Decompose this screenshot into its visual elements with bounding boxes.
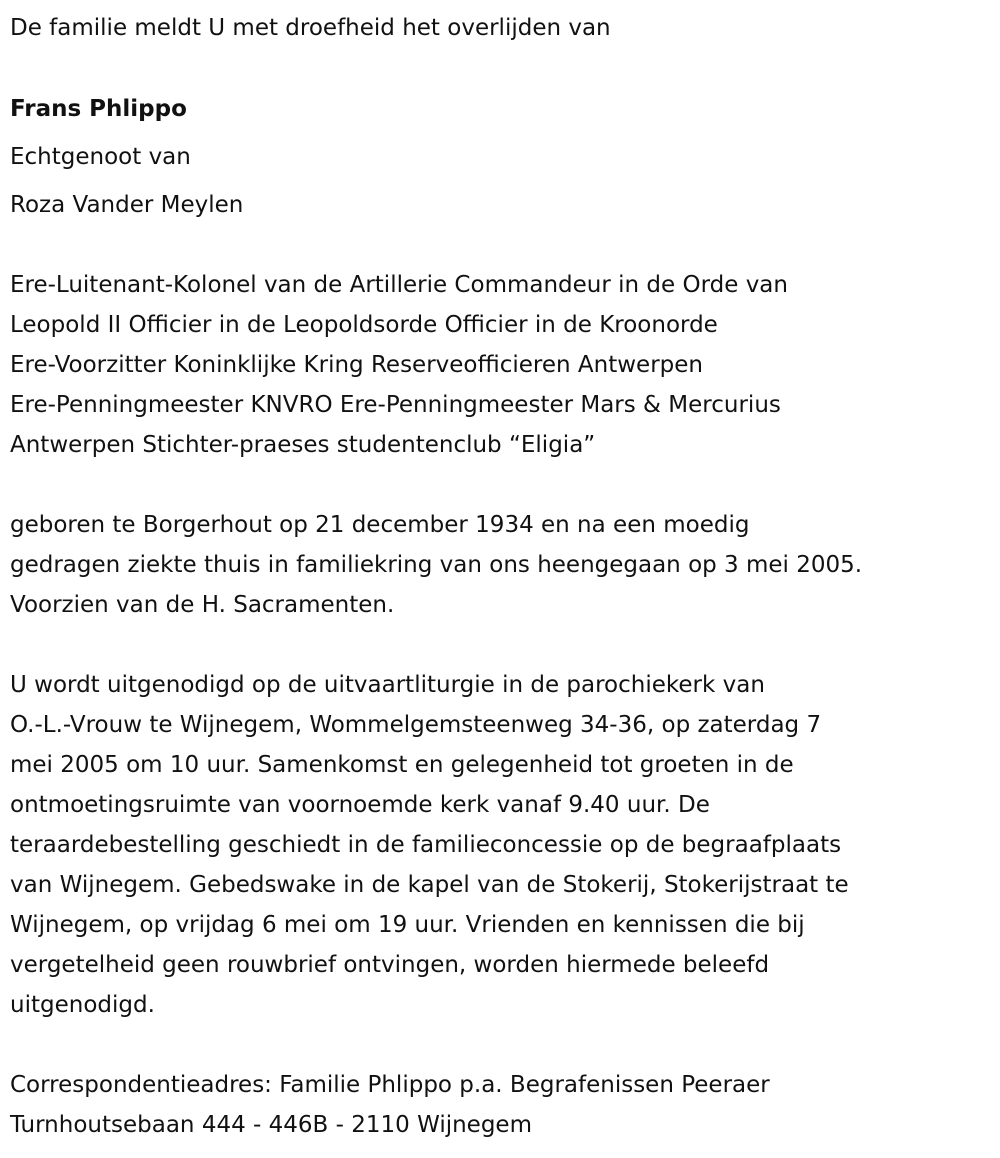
deceased-name: Frans Phlippo bbox=[10, 96, 187, 122]
text-line: geboren te Borgerhout op 21 december 1934 en na een moedig bbox=[10, 512, 750, 538]
text-line: teraardebestelling geschiedt in de familieconcessie op de begraafplaats bbox=[10, 832, 842, 858]
text-line: ontmoetingsruimte van voornoemde kerk vanaf 9.40 uur. De bbox=[10, 792, 710, 818]
text-line: uitgenodigd. bbox=[10, 992, 155, 1018]
intro-text: De familie meldt U met droefheid het overlijden van bbox=[10, 15, 611, 41]
text-line: U wordt uitgenodigd op de uitvaartliturgie in de parochiekerk van bbox=[10, 672, 765, 698]
correspondence-paragraph bbox=[10, 1065, 1000, 1145]
spouse-label: Echtgenoot van bbox=[10, 144, 191, 170]
text-line: Voorzien van de H. Sacramenten. bbox=[10, 592, 395, 618]
funeral-paragraph bbox=[10, 665, 1000, 1025]
text-line: van Wijnegem. Gebedswake in de kapel van de Stokerij, Stokerijstraat te bbox=[10, 872, 849, 898]
birth-death-paragraph bbox=[10, 505, 1000, 625]
titles-paragraph bbox=[10, 265, 1000, 465]
text-line: mei 2005 om 10 uur. Samenkomst en gelegenheid tot groeten in de bbox=[10, 752, 794, 778]
text-line: Ere-Luitenant-Kolonel van de Artillerie Commandeur in de Orde van bbox=[10, 272, 788, 298]
text-line: Ere-Penningmeester KNVRO Ere-Penningmeester Mars & Mercurius bbox=[10, 392, 781, 418]
spouse-name: Roza Vander Meylen bbox=[10, 192, 244, 218]
text-line: Wijnegem, op vrijdag 6 mei om 19 uur. Vrienden en kennissen die bij bbox=[10, 912, 805, 938]
text-line: Turnhoutsebaan 444 - 446B - 2110 Wijnegem bbox=[10, 1112, 532, 1138]
text-line: vergetelheid geen rouwbrief ontvingen, worden hiermede beleefd bbox=[10, 952, 770, 978]
text-line: O.-L.-Vrouw te Wijnegem, Wommelgemsteenweg 34-36, op zaterdag 7 bbox=[10, 712, 822, 738]
text-line: Correspondentieadres: Familie Phlippo p.a. Begrafenissen Peeraer bbox=[10, 1072, 770, 1098]
text-line: Antwerpen Stichter-praeses studentenclub “Eligia” bbox=[10, 432, 596, 458]
text-line: gedragen ziekte thuis in familiekring van ons heengegaan op 3 mei 2005. bbox=[10, 552, 863, 578]
text-line: Ere-Voorzitter Koninklijke Kring Reserveofficieren Antwerpen bbox=[10, 352, 703, 378]
text-line: Leopold II Officier in de Leopoldsorde Officier in de Kroonorde bbox=[10, 312, 718, 338]
